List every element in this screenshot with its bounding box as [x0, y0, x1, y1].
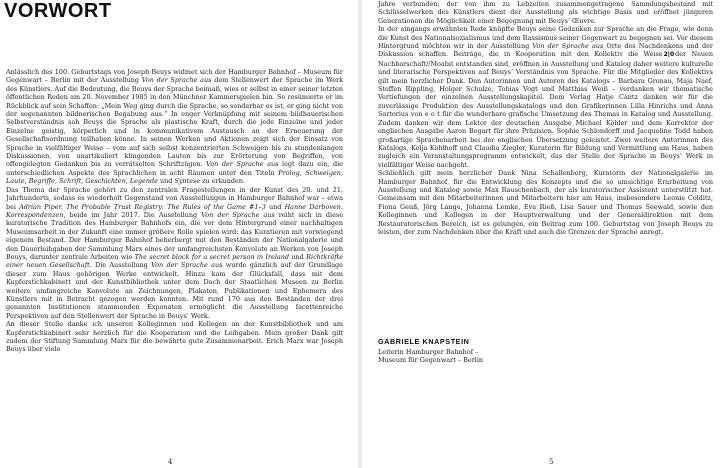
page-number-right: 5 — [549, 458, 554, 466]
signature-institution: Museum für Gegenwart – Berlin — [378, 356, 484, 365]
paragraph-1: Jahre verbunden; der von ihm zu Lebzeiten zusammengetragene Sammlungsbestand mit Schlüsselwerken des Künstlers dient der Ausstellung als wichtige Basis und eröffnet jüngeren Generationen die Möglichkeit einer Begegnung mit Beuys’ Œuvre. — [378, 0, 713, 25]
signature-name: GABRIELE KNAPSTEIN — [378, 337, 470, 346]
left-text-column — [6, 68, 343, 354]
page-number-left: 4 — [168, 458, 173, 466]
page-title: VORWORT — [4, 0, 112, 22]
right-page — [360, 0, 720, 468]
paragraph-2: Das Thema der Sprache gehört zu den zentralen Fragestellungen in der Kunst des 20. und 21. Jahrhunderts, sodass es wiederholt Gegenstand von Ausstellungen in Hamburger Bahnhof war – etwa bei Adrian Piper. The Probable Trust Registry: The Rules of the Game #1–3 und Hanne Darboven. Korrespondenzen, beide im Jahr 2017. Die Ausstellung Von der Sprache aus reiht sich in diese kuratorische Tradition des Hamburger Bahnhofs ein, die vor dem Hintergrund einer nachhaltigen Museumsarbeit in der Zukunft eine immer größere Rolle spielen wird: das Kuratieren mit vorwiegend eigenem Bestand. Der Hamburger Bahnhof beherbergt mit den Beständen der Nationalgalerie und den Dauerleihgaben der Sammlung Marx eines der umfangreichsten Konvolute an Werken von Joseph Beuys, darunter zentrale Arbeiten wie The secret block for a secret person in Ireland und Richtkräfte einer neuen Gesellschaft. Die Ausstellung Von der Sprache aus wurde gänzlich auf der Grundlage dieser zum Haus gehörigen Werke entwickelt. Hinzu kam der Glücksfall, dass mit dem Kupferstichkabinett und der Kunstbibliothek unter dem Dach der Staatlichen Museen zu Berlin weitere umfangreiche Konvolute an Zeichnungen, Plakaten, Publikationen und Ephemera des Künstlers mit in Betracht gezogen werden konnten. Mit rund 170 aus den Beständen der drei genannten Institutionen stammenden Exponaten ermöglicht die Ausstellung facettenreiche Perspektiven auf den Stellenwert der Sprache in Beuys’ Werk. — [6, 185, 344, 320]
signature-block — [378, 337, 678, 365]
paragraph-3: An dieser Stelle danke ich unseren Kolleginnen und Kollegen an der Kunstbibliothek und am Kupferstichkabinett sehr herzlich für die Kooperation und die Leihgaben. Mein großer Dank gilt zudem der Stiftung Sammlung Marx für die bewährte gute Zusammenarbeit. Erich Marx war Joseph Beuys über viele — [6, 320, 343, 354]
paragraph-2: In der eingangs erwähnten Rede knüpfte Beuys seine Gedanken zur Sprache an die Frage, wie denn die Kunst des Nationalsozialismus und dem Rassismus seiner Gegenwart zu begegnen sei. Vor diesem Hintergrund möchten wir in der Ausstellung Von der Sprache aus Orte des Nachdenkens und der Diskussion schaffen. Beiträge, die in Kooperation mit den Kollektiv die Weise2|0der Neuen Nachbarschaft//Moabit entstanden sind, eröffnen in Ausstellung und Katalog daher weitere kulturelle und literarische Perspektiven auf Beuys’ Verständnis von Sprache. Für die Mitglieder des Kollektivs gilt mein herzlicher Dank. Den Autorinnen und Autoren des Katalogs – Barbara Gronau, Maja Naef, Steffen Rippling, Holger Schulze, Tobias Vogt und Matthias Weiß – verdanken wir thematische Vertiefungen der einzelnen Ausstellungskapitel. Dem Verlag Hatje Cantz danken wir für die zuverlässige Produktion des Ausstellungskatalogs und den Grafikerinnen Lilla Hinrichs und Anna Sartorius von e o t für die wunderbare grafische Umsetzung des Themas in Katalog und Ausstellung. Zudem danken wir dem Lektor der deutschen Ausgabe Michael Köhler und dem Korrektor der englischen Ausgabe Aaron Bogart für ihre Präzision. Sophie Schlondorff und Jacqueline Todd haben großartige Sprachenarbeit bei der englischen Übersetzung geleistet. Zwei weitere Autorinnen des Katalogs, Kolja Kohlhoff und Claudia Ziegler, Kuratorin für Bildung und Vermittlung am Haus, haben zugleich ein Veranstaltungsprogramm entwickelt, das der Stelle der Sprache in Beuys’ Werk in vielfältiger Weise nachgeht. — [378, 25, 713, 169]
collective-logo-mark: 2|0 — [663, 51, 675, 59]
signature-role: Leiterin Hamburger Bahnhof – — [378, 348, 479, 356]
right-text-column — [378, 0, 713, 236]
paragraph-1: Anlässlich des 100. Geburtstags von Joseph Beuys widmet sich der Hamburger Bahnhof – Museum für Gegenwart – Berlin mit der Ausstellung Von der Sprache aus dem Stellenwert der Sprache im Werk des Künstlers. Auf die Bedeutung, die Beuys der Sprache beimaß, wies er selbst in einer seiner letzten öffentlichen Reden am 20. November 1985 in den Münchner Kammerspielen hin. So resümierte er im Rückblick auf sein Schaffen: „Mein Weg ging durch die Sprache, so sonderbar es ist, er ging nicht von der sogenannten bildnerischen Begabung aus.“ In enger Verknüpfung mit seinem bildhauerischen Selbstverständnis sah Beuys die Sprache als plastische Kraft, durch die jede Einzelne und jeder Einzelne geistig, körperlich und in kommunikativem Austausch an der Erneuerung der Gesellschaftsordnung teilhaben könne. In seinen Werken und Aktionen zeigt sich der Einsatz von Sprache in vielfältiger Weise – vom auf sich selbst konzentrierten Schweigen bis zu stundenlangen Diskussionen, von unartikuliert klingenden Lauten bis zur Erörterung von Begriffen, von offengelegten Gedanken bis zu verrätselten Schriftzügen. Von der Sprache aus legt dazu ein, die unterschiedlichen Aspekte des Sprachlichen in acht Räumen unter den Titeln Prolog, Schweigen, Laute, Begriffe, Schrift, Geschichten, Legende und Syntese zu erkunden. — [6, 68, 343, 186]
paragraph-3: Schließlich gilt mein herzlicher Dank Nina Schallenberg, Kuratorin der Nationalgalerie im Hamburger Bahnhof, für die Entwicklung des Konzepts und die so umsichtige Erarbeitung von Ausstellung und Katalog sowie Max Rauschenbach, der als kuratorischer Assistent unterstützt hat. Gemeinsam mit den Mitarbeiterinnen und Mitarbeitern hier am Haus, insbesondere Leonie Colditz, Fiona Geuß, Jörg Lange, Johanna Lemke, Eva Rieß, Lisa Sauer und Thomas Seewald, sowie den Kolleginnen und Kollegen in der Hauptverwaltung und der Generaldirektion mit dem Restauratorischen Bereich, ist es gelungen, ein Beitrag zum 100. Geburtstag von Joseph Beuys zu leisten, der zum Nachdenken über die Kraft und auch die Grenzen der Sprache anregt. — [378, 169, 713, 236]
